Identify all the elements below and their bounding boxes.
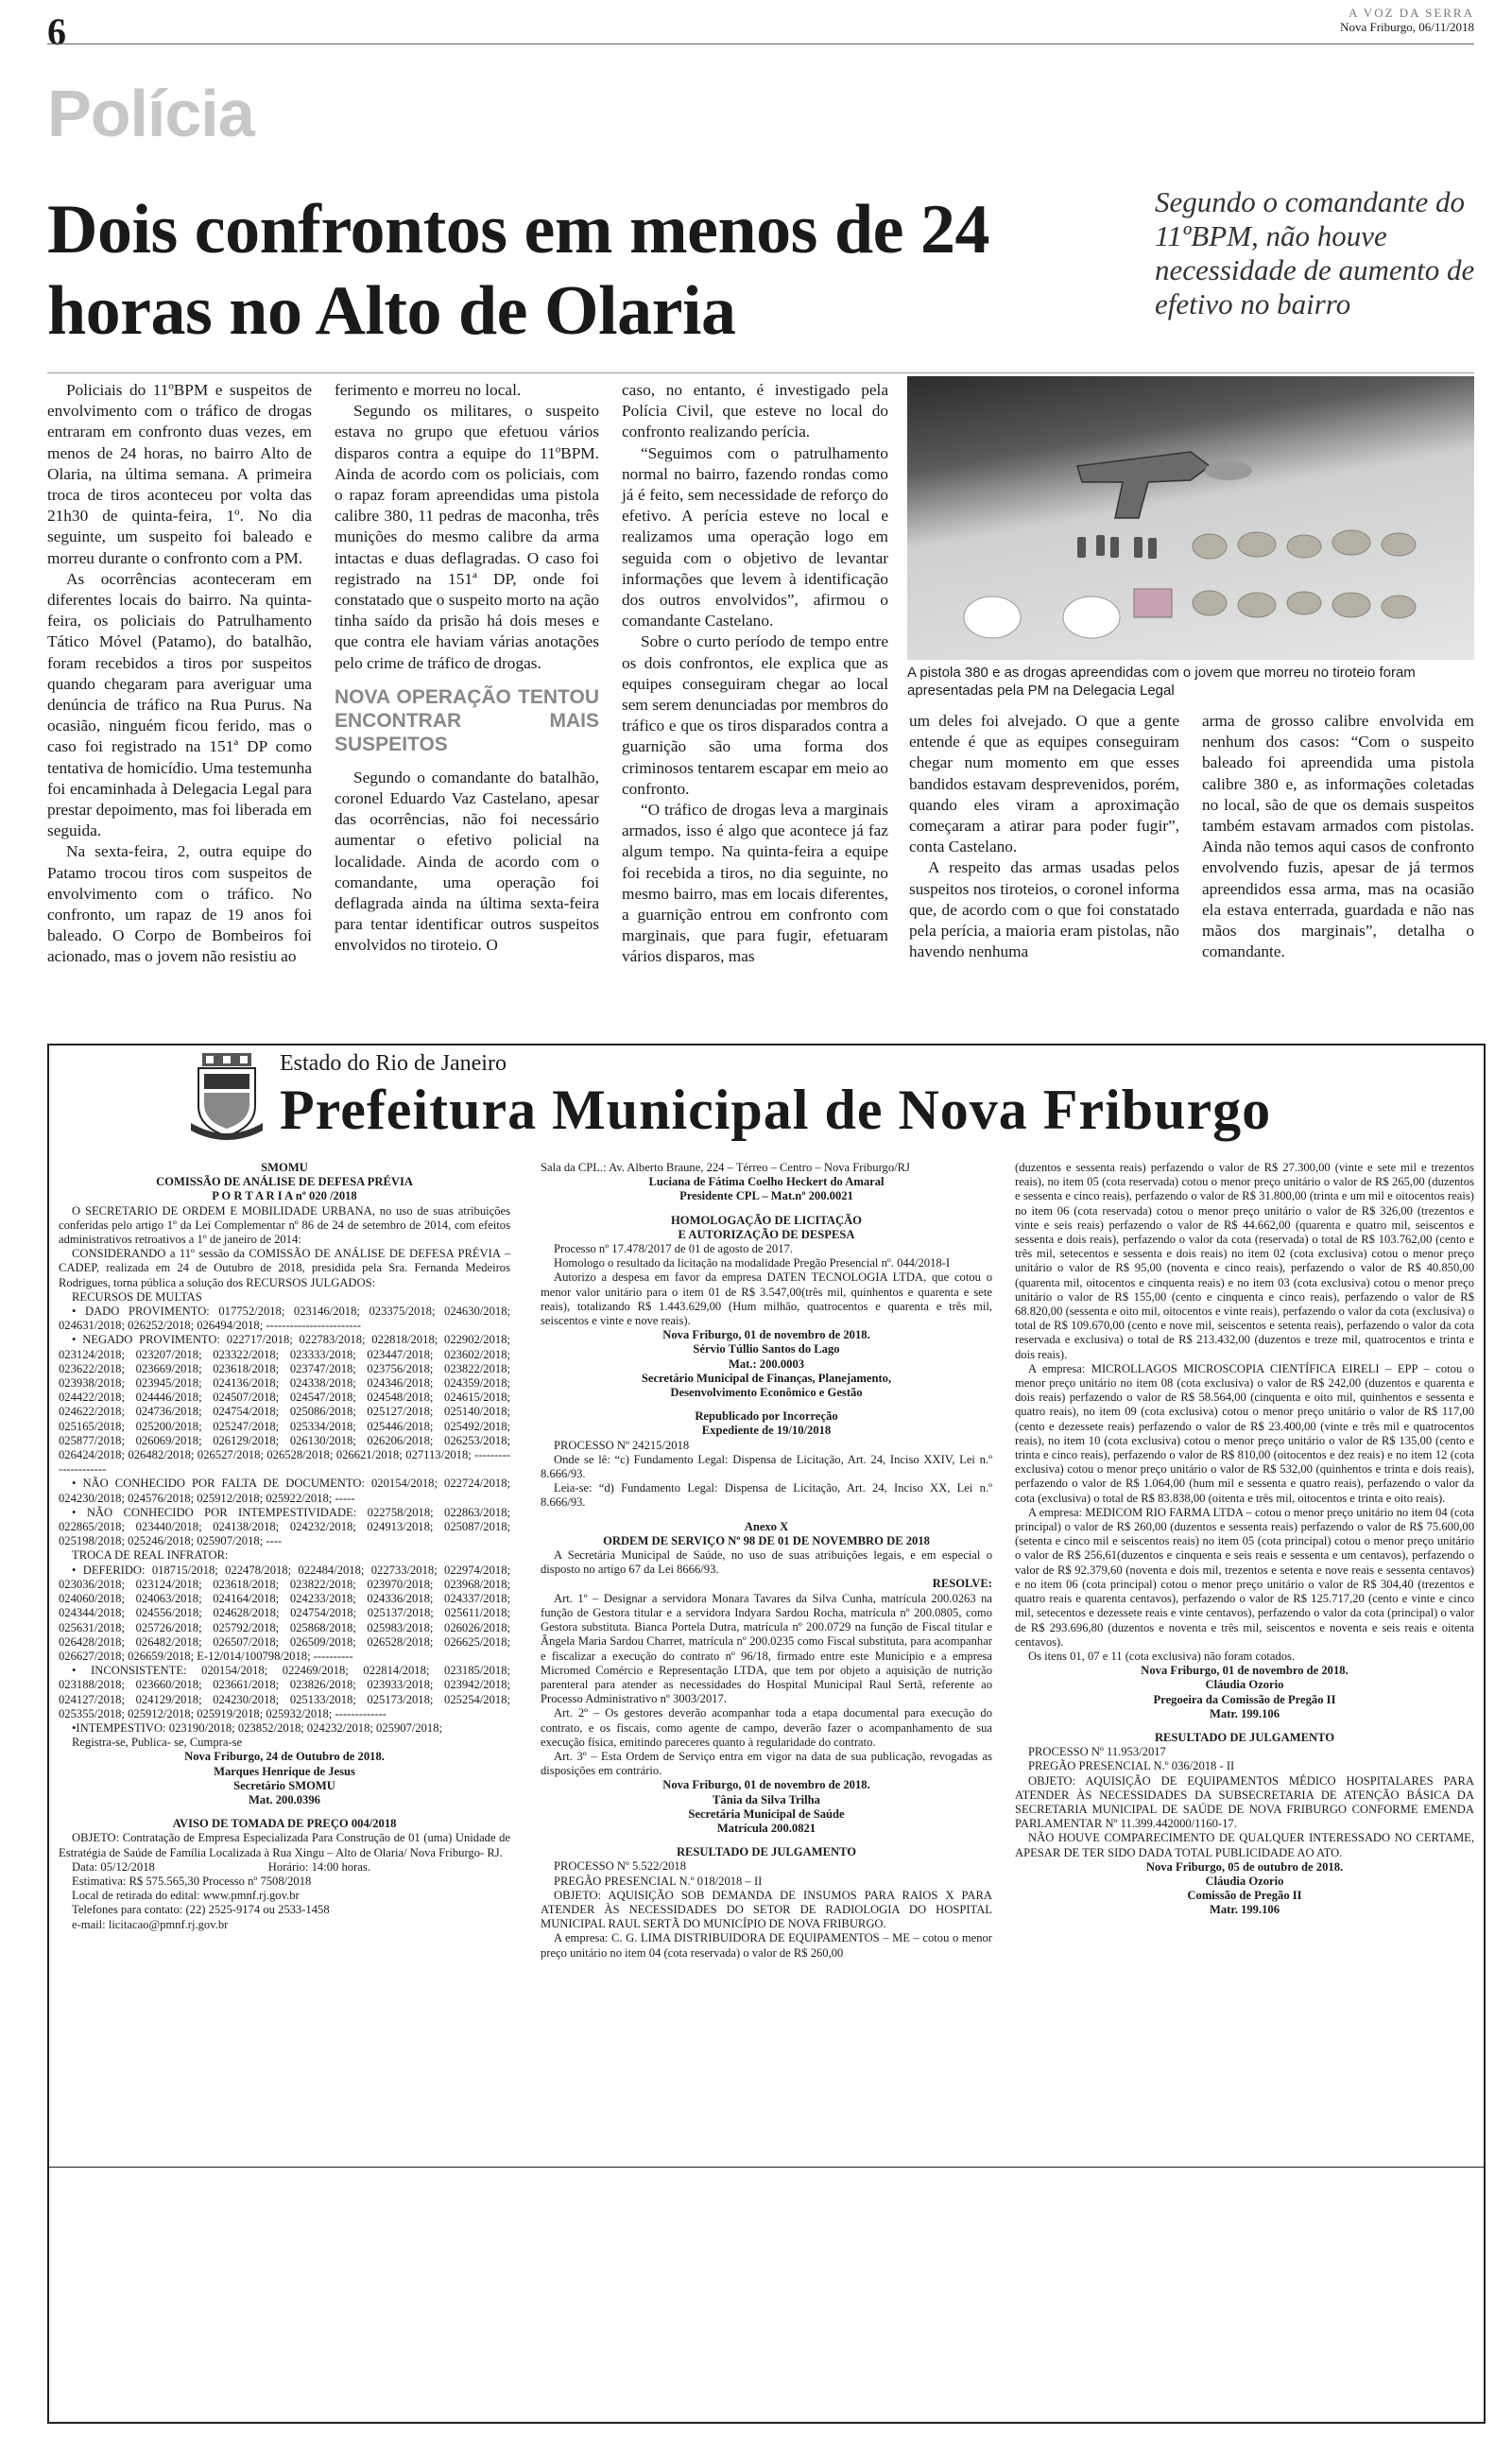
subsection-heading: NOVA OPERAÇÃO TENTOU ENCONTRAR MAIS SUSPEITOS: [335, 685, 599, 755]
paragraph: Art. 2º – Os gestores deverão acompanhar toda a etapa documental para execução do contrato, e os fiscais, como agente de campo, deverão fazer o acompanhamento de sua execução física, emitindo pareceres quanto à regularidade do contrato.: [541, 1706, 992, 1749]
signature-line: Nova Friburgo, 01 de novembro de 2018.: [1141, 1664, 1349, 1678]
paragraph: A empresa: C. G. LIMA DISTRIBUIDORA DE EQUIPAMENTOS – ME – cotou o menor preço unitário no item 04 (cota reservada) o valor de R$ 260,00: [541, 1931, 992, 1960]
paragraph: PREGÃO PRESENCIAL N.º 036/2018 - II: [1028, 1759, 1235, 1773]
paragraph: A empresa: MEDICOM RIO FARMA LTDA – cotou o menor preço unitário no item 04 (cota principal) o valor de R$ 260,00 (duzentos e sessenta reais) perfazendo o valor de R$ 75.600,00 (setenta e cinco mil e seiscentos reais) no item 05 (cota principal) cotou o menor preço unitário o valor de R$ 256,61(duzentos e cinquenta e seis reais e sessenta e um centavos), perfazendo o valor de R$ 92.379,60 (noventa e dois mil, trezentos e setenta e nove reais e sessenta centavos) e no item 06 (cota principal) cotou o menor preço unitário o valor de R$ 304,40 (trezentos e quatro reais e quarenta centavos), perfazendo o valor de R$ 125.717,20 (cento e vinte e cinco mil, setecentos e dezessete reais e vinte centavos), perfazendo o valor da cota (principal) o valor de R$ 293.696,80 (duzentos e noventa e três mil, seiscentos e noventa e seis reais e oitenta centavos).: [1015, 1505, 1474, 1649]
paragraph: arma de grosso calibre envolvida em nenhum dos casos: “Com o suspeito baleado foi apreendida uma pistola calibre 380 e, as informações coletadas no local, são de que os demais suspeitos também estavam armados com pistolas. Ainda não temos aqui casos de confronto envolvendo fuzis, apesar de já termos apreendidos essa arma, mas na ocasião ela estava enterrada, guardada e não nas mãos dos marginais”, detalha o comandante.: [1202, 712, 1474, 961]
subheadline: Segundo o comandante do 11ºBPM, não houve necessidade de aumento de efetivo no bairro: [1155, 185, 1475, 320]
paragraph: • NÃO CONHECIDO POR FALTA DE DOCUMENTO: 020154/2018; 022724/2018; 024230/2018; 024576/2018; 025912/2018; 025922/2018; -----: [59, 1477, 510, 1505]
paragraph: Estimativa: R$ 575.565,30 Processo nº 7508/2018: [72, 1874, 312, 1888]
article-column-5: [1202, 711, 1474, 962]
evidence-photo: [907, 376, 1474, 660]
decree-rule: [47, 2167, 1486, 2168]
paragraph: PROCESSO Nº 5.522/2018: [554, 1859, 687, 1874]
headline-rule: [47, 372, 1474, 373]
paragraph: Homologo o resultado da licitação na modalidade Pregão Presencial nº. 044/2018-I: [554, 1256, 951, 1270]
dateline: Nova Friburgo, 06/11/2018: [1340, 20, 1474, 34]
heading: COMISSÃO DE ANÁLISE DE DEFESA PRÉVIA: [156, 1175, 413, 1189]
paragraph: • DEFERIDO: 018715/2018; 022478/2018; 022484/2018; 022733/2018; 022974/2018; 023036/2018; 023124/2018; 023618/2018; 023822/2018; 023970/2018; 023968/2018; 024060/2018; 024063/2018; 024164/2018; 024233/2018; 024336/2018; 024337/2018; 024344/2018; 024556/2018; 024628/2018; 024754/2018; 025137/2018; 025611/2018; 025631/2018; 025726/2018; 025792/2018; 025868/2018; 025983/2018; 026026/2018; 026428/2018; 026482/2018; 026507/2018; 026509/2018; 026528/2018; 026625/2018; 026627/2018; 026659/2018; E-12/014/100798/2018; ----------: [59, 1563, 510, 1663]
signature-line: Secretária Municipal de Saúde: [688, 1806, 845, 1821]
signature-line: Mat.: 200.0003: [728, 1357, 805, 1371]
paragraph: Na sexta-feira, 2, outra equipe do Patamo trocou tiros com suspeitos de envolvimento com o tráfico. No confronto, um rapaz de 19 anos foi baleado. O Corpo de Bombeiros foi acionado, mas o jovem não resistiu ao: [47, 842, 312, 966]
section-title: Polícia: [47, 77, 254, 150]
publication-name: A VOZ DA SERRA: [1349, 6, 1474, 20]
paragraph: Registra-se, Publica- se, Cumpra-se: [72, 1736, 243, 1750]
heading: Anexo X: [744, 1519, 789, 1533]
signature-line: Tânia da Silva Trilha: [713, 1792, 820, 1806]
heading: SMOMU: [261, 1161, 308, 1174]
signature-line: Luciana de Fátima Coelho Heckert do Amaral: [648, 1175, 885, 1189]
time-text: Horário: 14:00 horas.: [267, 1859, 370, 1874]
paragraph: Processo nº 17.478/2017 de 01 de agosto de 2017.: [554, 1242, 793, 1256]
paragraph: PROCESSO Nº 11.953/2017: [1028, 1745, 1166, 1759]
paragraph: CONSIDERANDO a 11º sessão da COMISSÃO DE ANÁLISE DE DEFESA PRÉVIA – CADEP, realizada em 24 de Outubro de 2018, presidida pela Sra. Fernanda Medeiros Rodrigues, torna pública a solução dos RECURSOS JULGADOS:: [59, 1247, 510, 1289]
paragraph: ferimento e morreu no local.: [335, 381, 522, 399]
heading: E AUTORIZAÇÃO DE DESPESA: [678, 1227, 855, 1241]
signature-line: Cláudia Ozorio: [1205, 1874, 1284, 1888]
notice-state: Estado do Rio de Janeiro: [280, 1051, 507, 1076]
heading: ORDEM DE SERVIÇO Nº 98 DE 01 DE NOVEMBRO DE 2018: [603, 1533, 930, 1547]
heading: RESOLVE:: [932, 1577, 992, 1591]
signature-line: Nova Friburgo, 01 de novembro de 2018.: [662, 1328, 870, 1342]
pistol-and-drugs-illustration: [907, 376, 1474, 660]
signature-line: Desenvolvimento Econômico e Gestão: [670, 1386, 863, 1400]
paragraph: RECURSOS DE MULTAS: [72, 1289, 202, 1304]
signature-line: Comissão de Pregão II: [1187, 1889, 1302, 1903]
signature-line: Matrícula 200.0821: [716, 1821, 816, 1835]
masthead: [1340, 6, 1474, 34]
paragraph: OBJETO: AQUISIÇÃO SOB DEMANDA DE INSUMOS PARA RAIOS X PARA ATENDER ÀS NECESSIDADES DO SETOR DE RADIOLOGIA DO HOSPITAL MUNICIPAL RAUL SERTÃ DO MUNICÍPIO DE NOVA FRIBURGO.: [541, 1888, 992, 1931]
date-text: Data: 05/12/2018: [72, 1859, 155, 1874]
coat-of-arms-icon: [189, 1051, 265, 1146]
notice-column-3: [1015, 1161, 1474, 1918]
paragraph: Segundo os militares, o suspeito estava no grupo que efetuou vários disparos contra a equipe do 11ºBPM. Ainda de acordo com os policiais, com o rapaz foram apreendidas uma pistola calibre 380, 11 pedras de maconha, três munições do mesmo calibre da arma intactas e duas deflagradas. O caso foi registrado na 151ª DP, onde foi constatado que o suspeito morto na ação tinha saído da prisão há dois meses e que contra ele haviam várias anotações pelo crime de tráfico de drogas.: [335, 402, 599, 672]
paragraph: Leia-se: “d) Fundamento Legal: Dispensa de Licitação, Art. 24, Inciso XX, Lei n.º 8.666/93.: [541, 1481, 992, 1510]
paragraph: OBJETO: AQUISIÇÃO DE EQUIPAMENTOS MÉDICO HOSPITALARES PARA ATENDER ÀS NECESSIDADES DA SUBSECRETARIA DE ATENÇÃO BÁSICA DA SECRETARIA MUNICIPAL DE SAÚDE DE NOVA FRIBURGO CONFORME EMENDA PARLAMENTAR Nº 11.399.442000/1160-17.: [1015, 1773, 1474, 1831]
heading: P O R T A R I A nº 020 /2018: [212, 1189, 357, 1203]
heading: Republicado por Incorreção: [695, 1409, 838, 1424]
paragraph: e-mail: licitacao@pmnf.rj.gov.br: [72, 1917, 229, 1931]
signature-line: Matr. 199.106: [1209, 1903, 1280, 1917]
page-number: 6: [47, 10, 66, 53]
paragraph: A respeito das armas usadas pelos suspeitos nos tiroteios, o coronel informa que, de acordo com o que foi constatado pela perícia, a maioria eram pistolas, não havendo nenhuma: [909, 858, 1179, 961]
heading: HOMOLOGAÇÃO DE LICITAÇÃO: [671, 1213, 862, 1227]
notice-title: Prefeitura Municipal de Nova Friburgo: [280, 1079, 1272, 1141]
paragraph: OBJETO: Contratação de Empresa Especializada Para Construção de 01 (uma) Unidade de Estratégia de Saúde de Família Localizada à Rua Xingu – Alto de Olaria/ Nova Friburgo- RJ.: [59, 1831, 510, 1859]
paragraph: O SECRETARIO DE ORDEM E MOBILIDADE URBANA, no uso de suas atribuições conferidas pelo artigo 1º da Lei Complementar nº 86 de 24 de setembro de 2014, com efeitos administrativos retroativos a 1º de janeiro de 2014:: [59, 1203, 510, 1247]
heading: Expediente de 19/10/2018: [701, 1424, 832, 1438]
signature-line: Nova Friburgo, 01 de novembro de 2018.: [662, 1778, 870, 1792]
paragraph: A empresa: MICROLLAGOS MICROSCOPIA CIENTÍFICA EIRELI – EPP – cotou o menor preço unitário no item 08 (cota exclusiva) o valor de R$ 242,00 (duzentos e quarenta e dois reais) perfazendo o valor de R$ 58.564,00 (cinquenta e oito mil, quinhentos e sessenta e quatro reais), no item 09 (cota exclusiva) cotou o menor preço unitário o valor de R$ 117,00 (cento e dezessete reais) perfazendo o valor de R$ 23.400,00 (vinte e três mil e quatrocentos reais), no item 10 (cota exclusiva) cotou o menor preço unitário o valor de R$ 135,00 (cento e trinta e cinco reais), perfazendo o valor de R$ 810,00 (oitocentos e dez reais) e no item 12 (cota exclusiva) cotou o menor preço unitário o valor de R$ 532,00 (quinhentos e trinta e dois reais), perfazendo o valor de R$ 1.064,00 (hum mil e sessenta e quatro reais), perfazendo o valor da cota (exclusiva) o total de R$ 83.838,00 (oitenta e três mil, oitocentos e trinta e oito reais).: [1015, 1361, 1474, 1505]
paragraph: Art. 1º – Designar a servidora Monara Tavares da Silva Cunha, matrícula 200.0263 na função de Gestora titular e a servidora Indyara Sardou Rocha, matrícula nº 200.0805, como Gestora substituta. Bianca Portela Dutra, matrícula nº 200.0729 na função de Fiscal titular e Ângela Maria Sardou Charret, matrícula nº 200.0235 como Fiscal substituta, para acompanhar e fiscalizar a execução do contrato nº 96/18, firmado entre este Município e a empresa Micromed Comércio e Representação LTDA, que tem por objeto a aquisição de nutrição parenteral para atender as necessidades do Hospital Municipal Raul Sertã, referente ao Processo Administrativo nº 3003/2017.: [541, 1591, 992, 1706]
paragraph: • NEGADO PROVIMENTO: 022717/2018; 022783/2018; 022818/2018; 022902/2018; 023124/2018; 023207/2018; 023322/2018; 023333/2018; 023447/2018; 023602/2018; 023622/2018; 023669/2018; 023618/2018; 023747/2018; 023756/2018; 023822/2018; 023938/2018; 023945/2018; 024136/2018; 024338/2018; 024346/2018; 024359/2018; 024422/2018; 024446/2018; 024507/2018; 024547/2018; 024548/2018; 024615/2018; 024622/2018; 024736/2018; 024754/2018; 025086/2018; 025127/2018; 025140/2018; 025165/2018; 025200/2018; 025247/2018; 025334/2018; 025446/2018; 025492/2018; 025877/2018; 026069/2018; 026129/2018; 026130/2018; 026206/2018; 026253/2018; 026424/2018; 026482/2018; 026527/2018; 026528/2018; 026621/2018; 027113/2018; ---------------------: [59, 1333, 510, 1477]
paragraph: • NÃO CONHECIDO POR INTEMPESTIVIDADE: 022758/2018; 022863/2018; 022865/2018; 023440/2018; 024138/2018; 024232/2018; 024913/2018; 025087/2018; 025198/2018; 025246/2018; 025907/2018; ----: [59, 1505, 510, 1548]
paragraph: Telefones para contato: (22) 2525-9174 ou 2533-1458: [72, 1903, 330, 1917]
paragraph: “Seguimos com o patrulhamento normal no bairro, fazendo rondas como já é feito, sem necessidade de reforço do efetivo. A perícia esteve no local e realizamos uma operação logo em seguida com o objetivo de levantar informações que levem à identificação dos outros envolvidos”, afirmou o comandante Castelano.: [622, 443, 888, 631]
notice-column-1: [59, 1161, 510, 1932]
signature-line: Sérvio Túllio Santos do Lago: [693, 1342, 840, 1357]
signature-line: Marques Henrique de Jesus: [214, 1764, 355, 1778]
paragraph: Onde se lê: “c) Fundamento Legal: Dispensa de Licitação, Art. 24, Inciso XXIV, Lei n.º 8.666/93.: [541, 1452, 992, 1481]
paragraph: (duzentos e sessenta reais) perfazendo o valor de R$ 27.300,00 (vinte e sete mil e trezentos reais), no item 05 (cota reservada) cotou o menor preço unitário o valor de R$ 265,00 (duzentos e sessenta e cinco reais), perfazendo o valor de R$ 31.800,00 (trinta e um mil e oitocentos reais) no item 06 (cota reservada) cotou o menor preço unitário o valor de R$ 326,00 (trezentos e vinte e seis reais) perfazendo o valor de R$ 44.662,00 (quarenta e quatro mil, seiscentos e sessenta e dois reais), perfazendo o valor da cota (reservada) o total de R$ 103.762,00 (cento e três mil, setecentos e sessenta e dois reais) no item 02 (cota exclusiva) cotou o menor preço unitário o valor de R$ 95,00 (noventa e cinco reais), perfazendo o valor de R$ 40.850,00 (quarenta mil, oitocentos e cinquenta reais) e no item 03 (cota exclusiva) cotou o menor preço unitário o valor de R$ 155,00 (cento e cinquenta e cinco reais), perfazendo o valor de R$ 68.820,00 (sessenta e oito mil, oitocentos e vinte reais), perfazendo o valor da cota (exclusiva) o total de R$ 109.670,00 (cento e nove mil, seiscentos e setenta reais), perfazendo o valor da cota reservada e exclusiva) o total de R$ 213.432,00 (duzentos e treze mil, quatrocentos e trinta e dois reais).: [1015, 1161, 1474, 1361]
paragraph: caso, no entanto, é investigado pela Polícia Civil, que esteve no local do confronto realizando perícia.: [622, 381, 888, 441]
notice-column-2: [541, 1161, 992, 1961]
paragraph: “O tráfico de drogas leva a marginais armados, isso é algo que acontece já faz algum tempo. Na quinta-feira a equipe foi recebida a tiros, no dia seguinte, no mesmo bairro, mas em locais diferentes, a guarnição entrou em confronto com marginais, que para fugir, efetuaram vários disparos, mas: [622, 801, 888, 966]
article-column-2: [335, 380, 599, 957]
paragraph: Autorizo a despesa em favor da empresa DATEN TECNOLOGIA LTDA, que cotou o menor valor unitário para o item 01 de R$ 3.547,00(três mil, quinhentos e quarenta e sete reais), totalizando R$ 1.443.629,00 (Hum milhão, quatrocentos e quarenta e três mil, seiscentos e vinte e nove reais).: [541, 1270, 992, 1328]
heading: AVISO DE TOMADA DE PREÇO 004/2018: [172, 1817, 397, 1831]
paragraph: Art. 3º – Esta Ordem de Serviço entra em vigor na data de sua publicação, revogadas as disposições em contrário.: [541, 1749, 992, 1778]
paragraph: NÃO HOUVE COMPARECIMENTO DE QUALQUER INTERESSADO NO CERTAME, APESAR DE TER SIDO DADA TOTAL PUBLICIDADE AO ATO.: [1015, 1831, 1474, 1859]
headline: Dois confrontos em menos de 24 horas no Alto de Olaria: [47, 191, 989, 350]
signature-line: Presidente CPL – Mat.nº 200.0021: [679, 1189, 853, 1203]
paragraph: Policiais do 11ºBPM e suspeitos de envolvimento com o tráfico de drogas entraram em confronto duas vezes, em menos de 24 horas, no bairro Alto de Olaria, na última semana. A primeira troca de tiros aconteceu por volta das 21h30 de quinta-feira, 1º. No dia seguinte, um suspeito foi baleado e morreu durante o confronto com a PM.: [47, 381, 312, 567]
heading: RESULTADO DE JULGAMENTO: [676, 1845, 857, 1859]
signature-line: Mat. 200.0396: [249, 1792, 320, 1806]
signature-line: Nova Friburgo, 24 de Outubro de 2018.: [184, 1750, 385, 1764]
paragraph: Os itens 01, 07 e 11 (cota exclusiva) não foram cotados.: [1028, 1649, 1296, 1663]
article-column-4: [909, 711, 1179, 962]
paragraph: Local de retirada do edital: www.pmnf.rj.gov.br: [72, 1889, 300, 1903]
paragraph: A Secretária Municipal de Saúde, no uso de suas atribuições legais, e em especial o disposto no artigo 67 da Lei 8666/93.: [541, 1548, 992, 1577]
paragraph: • DADO PROVIMENTO: 017752/2018; 023146/2018; 023375/2018; 024630/2018; 024631/2018; 026252/2018; 026494/2018; ------------------------: [59, 1305, 510, 1333]
signature-line: Cláudia Ozorio: [1205, 1678, 1284, 1692]
article-column-1: [47, 380, 312, 968]
paragraph: As ocorrências aconteceram em diferentes locais do bairro. Na quinta-feira, os policiais do Patrulhamento Tático Móvel (Patamo), do batalhão, foram recebidos a tiros por suspeitos quando chegaram para averiguar uma denúncia de tráfico na Rua Purus. Na ocasião, ninguém ficou ferido, mas o caso foi registrado na 151ª DP como tentativa de homicídio. Uma testemunha foi encaminhada à Delegacia Legal para prestar depoimento, mas foi liberada em seguida.: [47, 569, 312, 840]
photo-caption: A pistola 380 e as drogas apreendidas com o jovem que morreu no tiroteio foram apresentadas pela PM na Delegacia Legal: [907, 665, 1416, 699]
paragraph: Sala da CPL.: Av. Alberto Braune, 224 – Térreo – Centro – Nova Friburgo/RJ: [541, 1161, 910, 1174]
top-rule: [47, 43, 1474, 44]
paragraph: TROCA DE REAL INFRATOR:: [72, 1548, 229, 1563]
signature-line: Matr. 199.106: [1209, 1706, 1280, 1720]
paragraph: •INTEMPESTIVO: 023190/2018; 023852/2018; 024232/2018; 025907/2018;: [72, 1720, 443, 1735]
signature-line: Secretário SMOMU: [233, 1778, 335, 1792]
paragraph: • INCONSISTENTE: 020154/2018; 022469/2018; 022814/2018; 023185/2018; 023188/2018; 023660/2018; 023661/2018; 023826/2018; 023933/2018; 023942/2018; 024127/2018; 024129/2018; 024230/2018; 025133/2018; 025173/2018; 025254/2018; 025355/2018; 025912/2018; 025919/2018; 025932/2018; -------------: [59, 1664, 510, 1720]
paragraph: um deles foi alvejado. O que a gente entende é que as equipes conseguiram chegar num momento em que esses bandidos estavam desprevenidos, porém, quando eles viram a aproximação começaram a atirar para poder fugir”, conta Castelano.: [909, 712, 1179, 856]
signature-line: Pregoeira da Comissão de Pregão II: [1153, 1692, 1336, 1706]
paragraph: Sobre o curto período de tempo entre os dois confrontos, ele explica que as equipes conseguiram chegar ao local sem serem denunciadas por membros do tráfico e que os tiros disparados contra a guarnição são uma forma dos criminosos tentarem escapar em meio ao confronto.: [622, 632, 888, 798]
signature-line: Nova Friburgo, 05 de outubro de 2018.: [1145, 1859, 1344, 1874]
heading: RESULTADO DE JULGAMENTO: [1154, 1730, 1335, 1744]
article-column-3: [622, 380, 888, 968]
paragraph: PROCESSO Nº 24215/2018: [554, 1438, 690, 1452]
paragraph: Segundo o comandante do batalhão, coronel Eduardo Vaz Castelano, apesar das ocorrências, não foi necessário aumentar o efetivo policial na localidade. Ainda de acordo com o comandante, uma operação foi deflagrada ainda na última sexta-feira para tentar identificar outros suspeitos envolvidos no tiroteio. O: [335, 768, 599, 955]
signature-line: Secretário Municipal de Finanças, Planejamento,: [641, 1371, 892, 1385]
paragraph: PREGÃO PRESENCIAL N.º 018/2018 – II: [554, 1874, 763, 1888]
